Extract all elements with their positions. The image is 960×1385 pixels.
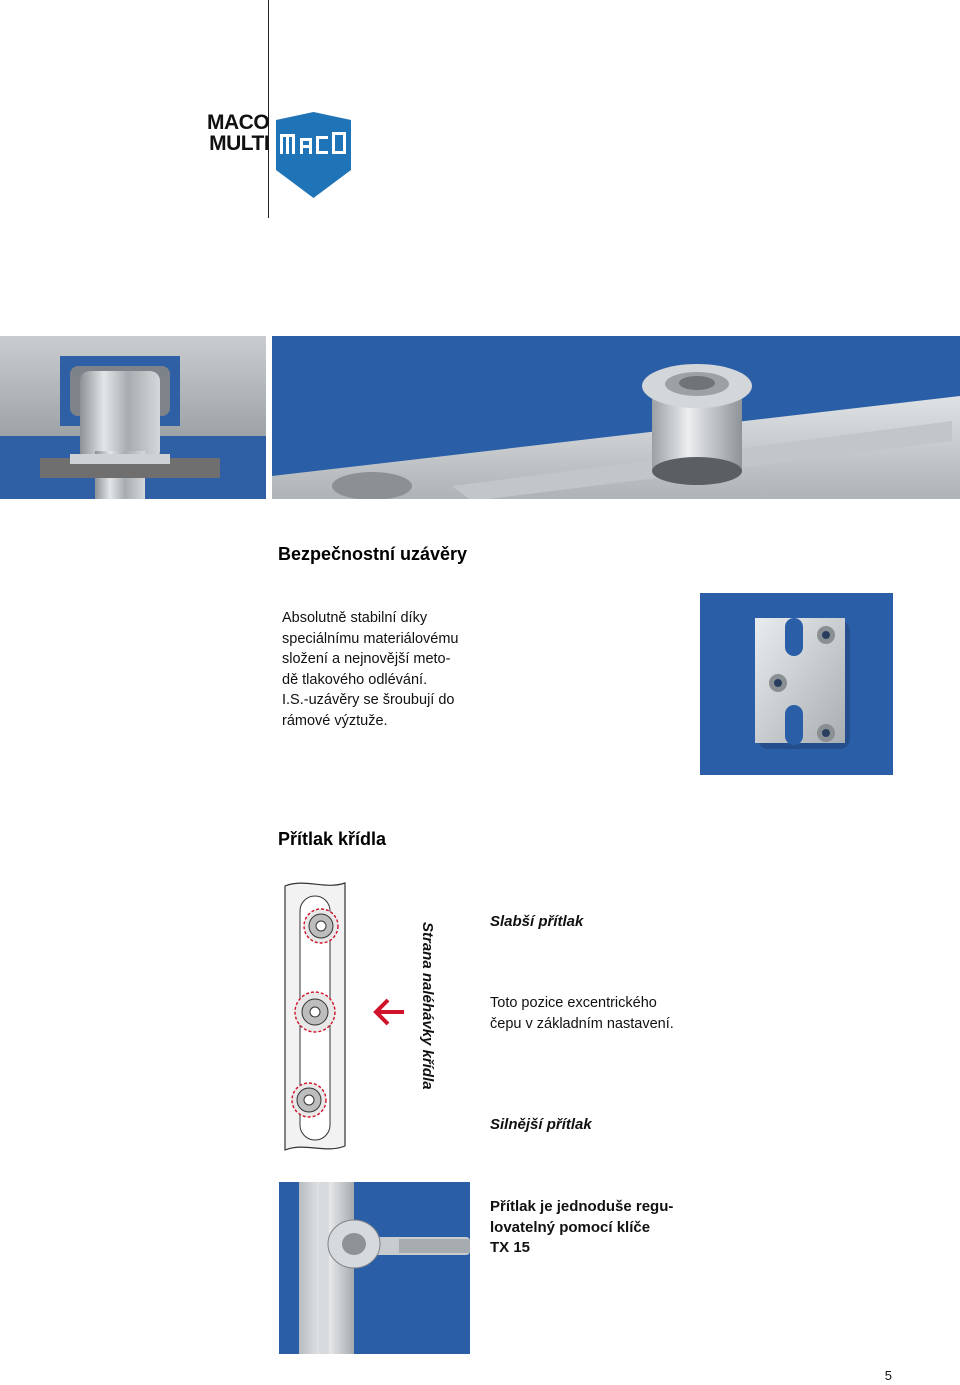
tx15-adjustment-description xyxy=(490,1197,720,1259)
cam-top-icon xyxy=(304,909,338,943)
brand-line-2: MULTI xyxy=(209,132,270,155)
text-line: lovatelný pomocí klíče xyxy=(490,1218,651,1236)
strong-pressure-heading: Silnější přítlak xyxy=(490,1116,592,1133)
text-line: složení a nejnovější meto- xyxy=(282,651,451,667)
sash-rebate-side-label: Strana naléhávky křídla xyxy=(419,922,436,1090)
section-title-security-keeps: Bezpečnostní uzávěry xyxy=(278,544,468,564)
page-number: 5 xyxy=(884,1368,892,1383)
cam-middle-icon xyxy=(295,992,335,1032)
rotated-label-wrapper xyxy=(416,922,436,1112)
text-line: Toto pozice excentrického xyxy=(490,995,657,1011)
eccentric-cam-diagram xyxy=(280,878,480,1158)
text-line: Absolutně stabilní díky xyxy=(282,610,428,626)
text-line: TX 15 xyxy=(490,1239,531,1256)
text-line: Přítlak je jednoduše regu- xyxy=(490,1198,674,1215)
brand-wordmark xyxy=(207,112,269,154)
locking-cam-rail-photo xyxy=(272,336,960,499)
tx15-key-adjustment-photo xyxy=(279,1182,470,1354)
left-arrow-icon xyxy=(376,1000,404,1024)
maco-logo-icon xyxy=(276,112,351,198)
header-divider xyxy=(268,0,269,218)
cam-bottom-icon xyxy=(292,1083,326,1117)
locking-cam-photo xyxy=(0,336,266,499)
security-keep-plate-photo xyxy=(700,593,893,775)
brand-line-1: MACO xyxy=(207,111,270,134)
security-keeps-description xyxy=(282,608,512,731)
text-line: dě tlakového odlévání. xyxy=(282,671,428,688)
text-line: rámové výztuže. xyxy=(282,712,388,729)
text-line: speciálnímu materiálovému xyxy=(282,630,459,647)
weak-pressure-heading: Slabší přítlak xyxy=(490,913,584,930)
default-setting-description xyxy=(490,993,720,1034)
section-title-sash-pressure: Přítlak křídla xyxy=(278,829,387,849)
text-line: I.S.-uzávěry se šroubují do xyxy=(282,692,455,708)
text-line: čepu v základním nastavení. xyxy=(490,1015,674,1032)
